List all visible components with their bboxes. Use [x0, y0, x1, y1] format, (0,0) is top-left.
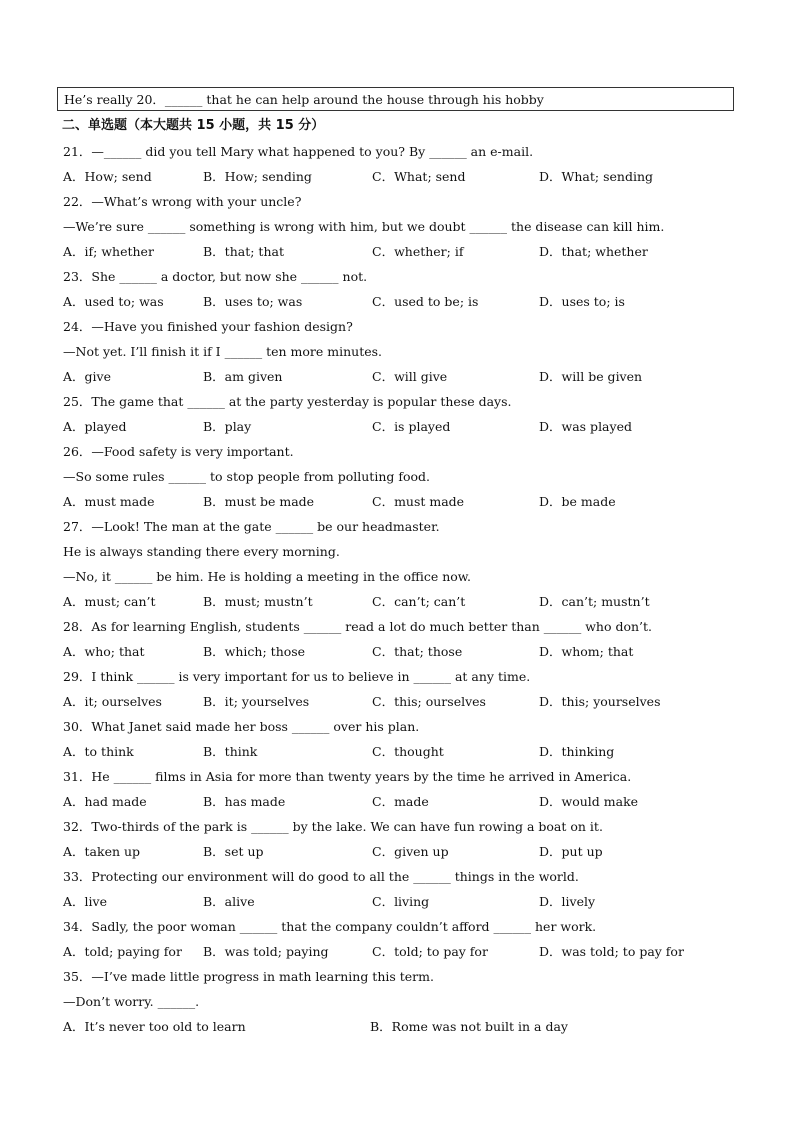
question-stem: 24．—Have you finished your fashion design? [63, 319, 353, 334]
option-c[interactable]: C．thought [372, 744, 444, 759]
question-stem: 25．The game that ______ at the party yesterday is popular these days. [63, 394, 512, 409]
question-item [63, 317, 743, 392]
option-a[interactable]: A．played [63, 419, 127, 434]
option-a[interactable]: A．It’s never too old to learn [63, 1019, 246, 1034]
option-d[interactable]: D．be made [539, 494, 616, 509]
answer-box-line-20: He’s really 20．______ that he can help around the house through his hobby [57, 87, 734, 111]
option-b[interactable]: B．must be made [203, 494, 315, 509]
options-row [63, 942, 743, 967]
question-stem: 30．What Janet said made her boss ______ over his plan. [63, 719, 420, 734]
options-row [63, 292, 743, 317]
options-row [63, 692, 743, 717]
options-row [63, 242, 743, 267]
question-item [63, 442, 743, 517]
option-c[interactable]: C．made [372, 794, 429, 809]
option-d[interactable]: D．that; whether [539, 244, 648, 259]
options-row [63, 1017, 743, 1042]
option-b[interactable]: B．alive [203, 894, 255, 909]
option-c[interactable]: C．What; send [372, 169, 466, 184]
option-d[interactable]: D．whom; that [539, 644, 634, 659]
question-item [63, 142, 743, 192]
question-item [63, 917, 743, 967]
option-a[interactable]: A．How; send [63, 169, 152, 184]
option-b[interactable]: B．uses to; was [203, 294, 303, 309]
option-b[interactable]: B．think [203, 744, 258, 759]
question-stem: 27．—Look! The man at the gate ______ be our headmaster. [63, 519, 440, 534]
options-row [63, 417, 743, 442]
options-row [63, 842, 743, 867]
option-c[interactable]: C．can’t; can’t [372, 594, 466, 609]
option-d[interactable]: D．uses to; is [539, 294, 625, 309]
option-c[interactable]: C．will give [372, 369, 448, 384]
option-c[interactable]: C．told; to pay for [372, 944, 488, 959]
option-b[interactable]: B．that; that [203, 244, 284, 259]
option-d[interactable]: D．will be given [539, 369, 643, 384]
option-c[interactable]: C．whether; if [372, 244, 464, 259]
option-b[interactable]: B．am given [203, 369, 283, 384]
question-item [63, 817, 743, 867]
question-stem: 26．—Food safety is very important. [63, 444, 294, 459]
option-d[interactable]: D．lively [539, 894, 596, 909]
option-c[interactable]: C．living [372, 894, 430, 909]
question-stem: 31．He ______ films in Asia for more than twenty years by the time he arrived in America. [63, 769, 632, 784]
question-item [63, 717, 743, 767]
option-b[interactable]: B．Rome was not built in a day [370, 1019, 568, 1034]
option-b[interactable]: B．has made [203, 794, 286, 809]
option-a[interactable]: A．give [63, 369, 111, 384]
options-row [63, 367, 743, 392]
question-item [63, 392, 743, 442]
option-d[interactable]: D．can’t; mustn’t [539, 594, 650, 609]
option-a[interactable]: A．to think [63, 744, 134, 759]
option-b[interactable]: B．was told; paying [203, 944, 329, 959]
question-item [63, 667, 743, 717]
question-item [63, 867, 743, 917]
section-title: 二、单选题（本大题共 15 小题，共 15 分） [62, 118, 325, 133]
option-d[interactable]: D．would make [539, 794, 639, 809]
question-list [63, 142, 743, 1042]
question-line: —So some rules ______ to stop people from polluting food. [63, 469, 430, 484]
question-stem: 35．—I’ve made little progress in math learning this term. [63, 969, 434, 984]
option-a[interactable]: A．used to; was [63, 294, 164, 309]
question-line: —We’re sure ______ something is wrong with him, but we doubt ______ the disease can kill him. [63, 219, 665, 234]
question-item [63, 192, 743, 267]
option-a[interactable]: A．must made [63, 494, 155, 509]
options-row [63, 792, 743, 817]
option-b[interactable]: B．play [203, 419, 252, 434]
option-c[interactable]: C．that; those [372, 644, 463, 659]
option-d[interactable]: D．put up [539, 844, 603, 859]
option-c[interactable]: C．must made [372, 494, 465, 509]
options-row [63, 892, 743, 917]
options-row [63, 742, 743, 767]
option-a[interactable]: A．taken up [63, 844, 141, 859]
option-c[interactable]: C．used to be; is [372, 294, 479, 309]
option-b[interactable]: B．which; those [203, 644, 306, 659]
option-a[interactable]: A．must; can’t [63, 594, 156, 609]
option-a[interactable]: A．if; whether [63, 244, 154, 259]
option-b[interactable]: B．How; sending [203, 169, 312, 184]
option-d[interactable]: D．What; sending [539, 169, 653, 184]
options-row [63, 492, 743, 517]
option-b[interactable]: B．it; yourselves [203, 694, 310, 709]
option-a[interactable]: A．live [63, 894, 107, 909]
option-a[interactable]: A．told; paying for [63, 944, 182, 959]
question-stem: 34．Sadly, the poor woman ______ that the company couldn’t afford ______ her work. [63, 919, 597, 934]
question-item [63, 617, 743, 667]
option-a[interactable]: A．it; ourselves [63, 694, 162, 709]
question-line: —No, it ______ be him. He is holding a meeting in the office now. [63, 569, 471, 584]
options-row [63, 642, 743, 667]
options-row [63, 592, 743, 617]
option-c[interactable]: C．given up [372, 844, 449, 859]
option-c[interactable]: C．this; ourselves [372, 694, 486, 709]
question-line: —Not yet. I’ll finish it if I ______ ten more minutes. [63, 344, 383, 359]
question-stem: 21．—______ did you tell Mary what happened to you? By ______ an e-mail. [63, 144, 534, 159]
question-line: —Don’t worry. ______. [63, 994, 200, 1009]
question-item [63, 967, 743, 1042]
question-stem: 33．Protecting our environment will do good to all the ______ things in the world. [63, 869, 579, 884]
option-d[interactable]: D．was played [539, 419, 632, 434]
question-item [63, 517, 743, 617]
option-d[interactable]: D．thinking [539, 744, 615, 759]
option-c[interactable]: C．is played [372, 419, 451, 434]
question-line: He is always standing there every morning. [63, 544, 340, 559]
option-b[interactable]: B．set up [203, 844, 264, 859]
question-stem: 32．Two-thirds of the park is ______ by the lake. We can have fun rowing a boat on it. [63, 819, 603, 834]
option-a[interactable]: A．who; that [63, 644, 145, 659]
option-b[interactable]: B．must; mustn’t [203, 594, 313, 609]
option-d[interactable]: D．was told; to pay for [539, 944, 684, 959]
option-a[interactable]: A．had made [63, 794, 147, 809]
question-stem: 22．—What’s wrong with your uncle? [63, 194, 302, 209]
question-stem: 23．She ______ a doctor, but now she ______ not. [63, 269, 368, 284]
question-stem: 28．As for learning English, students ______ read a lot do much better than ______ who don’t. [63, 619, 653, 634]
options-row [63, 167, 743, 192]
option-d[interactable]: D．this; yourselves [539, 694, 661, 709]
question-item [63, 267, 743, 317]
question-item [63, 767, 743, 817]
question-stem: 29．I think ______ is very important for us to believe in ______ at any time. [63, 669, 531, 684]
